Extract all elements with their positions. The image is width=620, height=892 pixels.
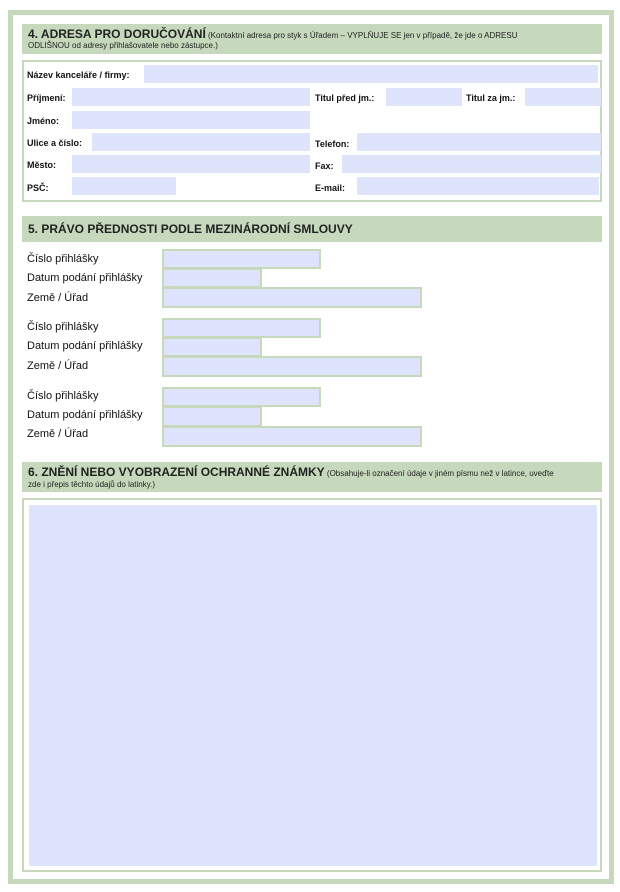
app-number-label: Číslo přihlášky xyxy=(27,253,99,265)
app-country-field[interactable] xyxy=(162,426,422,447)
app-country-label: Země / Úřad xyxy=(27,292,89,304)
app-country-label: Země / Úřad xyxy=(27,360,89,372)
section4-title: 4. ADRESA PRO DORUČOVÁNÍ xyxy=(28,27,206,41)
city-field[interactable] xyxy=(72,155,310,173)
first-name-field[interactable] xyxy=(72,111,310,129)
trademark-field[interactable] xyxy=(29,505,597,866)
title-before-label: Titul před jm.: xyxy=(315,93,375,103)
section4-note-2: ODLIŠNOU od adresy přihlašovatele nebo zástupce.) xyxy=(28,41,218,50)
section6-note-1: (Obsahuje-li označení údaje v jiném písmu než v latince, uveďte xyxy=(324,469,554,478)
app-number-field[interactable] xyxy=(162,249,321,269)
section5-title: 5. PRÁVO PŘEDNOSTI PODLE MEZINÁRODNÍ SMLOUVY xyxy=(28,222,353,236)
street-label: Ulice a číslo: xyxy=(27,138,83,148)
street-field[interactable] xyxy=(92,133,310,151)
app-number-field[interactable] xyxy=(162,387,321,407)
phone-label: Telefon: xyxy=(315,139,350,149)
office-field[interactable] xyxy=(144,65,598,83)
app-date-field[interactable] xyxy=(162,268,262,288)
zip-field[interactable] xyxy=(72,177,176,195)
fax-label: Fax: xyxy=(315,161,334,171)
app-date-field[interactable] xyxy=(162,337,262,357)
office-label: Název kanceláře / firmy: xyxy=(27,70,130,80)
title-after-field[interactable] xyxy=(525,88,601,106)
title-before-field[interactable] xyxy=(386,88,462,106)
app-date-field[interactable] xyxy=(162,406,262,427)
app-number-label: Číslo přihlášky xyxy=(27,321,99,333)
section5-header xyxy=(22,216,602,242)
section6-header xyxy=(22,462,602,492)
title-after-label: Titul za jm.: xyxy=(466,93,516,103)
fax-field[interactable] xyxy=(342,155,601,173)
email-label: E-mail: xyxy=(315,183,346,193)
app-country-field[interactable] xyxy=(162,356,422,377)
app-country-field[interactable] xyxy=(162,287,422,308)
section6-note-2: zde i přepis těchto údajů do latinky.) xyxy=(28,480,156,489)
first-name-label: Jméno: xyxy=(27,116,60,126)
email-field[interactable] xyxy=(357,177,599,195)
phone-field[interactable] xyxy=(357,133,601,151)
app-date-label: Datum podání přihlášky xyxy=(27,409,143,421)
app-date-label: Datum podání přihlášky xyxy=(27,272,143,284)
section6-title: 6. ZNĚNÍ NEBO VYOBRAZENÍ OCHRANNÉ ZNÁMKY xyxy=(28,465,325,479)
surname-field[interactable] xyxy=(72,88,310,106)
app-number-field[interactable] xyxy=(162,318,321,338)
city-label: Město: xyxy=(27,160,56,170)
section4-note-1: (Kontaktní adresa pro styk s Úřadem – VYPLŇUJE SE jen v případě, že jde o ADRESU xyxy=(205,31,518,40)
section4-header xyxy=(22,24,602,54)
app-date-label: Datum podání přihlášky xyxy=(27,340,143,352)
zip-label: PSČ: xyxy=(27,183,49,193)
surname-label: Příjmení: xyxy=(27,93,66,103)
app-country-label: Země / Úřad xyxy=(27,428,89,440)
app-number-label: Číslo přihlášky xyxy=(27,390,99,402)
